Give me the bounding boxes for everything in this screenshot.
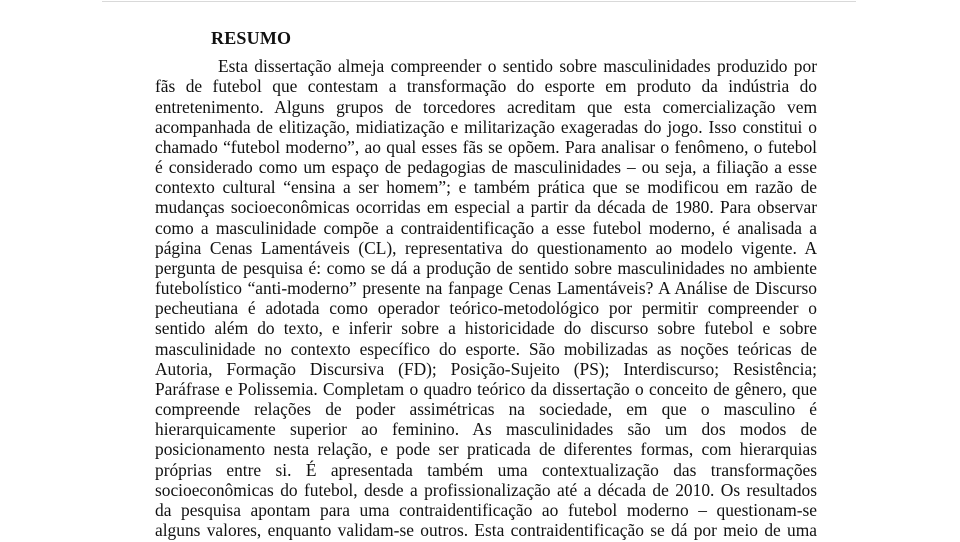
paragraph-line: pergunta de pesquisa é: como se dá a produção de sentido sobre masculinidades no ambiente [155, 257, 817, 278]
paragraph-line: chamado “futebol moderno”, ao qual esses fãs se opõem. Para analisar o fenômeno, o futebol [155, 136, 817, 157]
paragraph-line: hierarquicamente superior ao feminino. As masculinidades são um dos modos de [155, 419, 817, 440]
paragraph-line: pecheutiana é adotada como operador teórico-metodológico por permitir compreender o [155, 298, 817, 319]
paragraph-line: entretenimento. Alguns grupos de torcedores acreditam que esta comercialização vem [155, 96, 817, 117]
paragraph-line: Esta dissertação almeja compreender o sentido sobre masculinidades produzido por [218, 56, 817, 77]
paragraph-line: sentido além do texto, e inferir sobre a historicidade do discurso sobre futebol e sobre [155, 318, 817, 339]
paragraph-line: como a masculinidade compõe a contraidentificação a esse futebol moderno, é analisada a [155, 217, 817, 238]
paragraph-line: acompanhada de elitização, midiatização e militarização exageradas do jogo. Isso constitui o [155, 116, 817, 137]
paragraph-line: contexto cultural “ensina a ser homem”; e também prática que se modificou em razão de [155, 177, 817, 198]
paragraph-line: socioeconômicas do futebol, desde a profissionalização até a década de 2010. Os resultados [155, 479, 817, 500]
paragraph-line: alguns valores, enquanto validam-se outros. Esta contraidentificação se dá por meio de uma [155, 520, 817, 540]
paragraph-line: é considerado como um espaço de pedagogias de masculinidades – ou seja, a filiação a esse [155, 157, 817, 177]
paragraph-line: Paráfrase e Polissemia. Completam o quadro teórico da dissertação o conceito de gênero, que [155, 378, 817, 399]
paragraph-line: da pesquisa apontam para uma contraidentificação ao futebol moderno – questionam-se [155, 499, 817, 520]
paragraph-line: masculinidade no contexto específico do esporte. São mobilizadas as noções teóricas de [155, 338, 817, 359]
paragraph-line: posicionamento nesta relação, e pode ser praticada de diferentes formas, com hierarquias [155, 439, 817, 460]
paragraph-line: Autoria, Formação Discursiva (FD); Posição-Sujeito (PS); Interdiscurso; Resistência; [155, 358, 817, 379]
paragraph-line: compreende relações de poder assimétricas na sociedade, em que o masculino é [155, 399, 817, 419]
paragraph-line: página Cenas Lamentáveis (CL), representativa do questionamento ao modelo vigente. A [155, 237, 817, 258]
paragraph-line: mudanças socioeconômicas ocorridas em especial a partir da década de 1980. Para observar [155, 197, 817, 218]
paragraph-line: futebolístico “anti-moderno” presente na fanpage Cenas Lamentáveis? A Análise de Discurso [155, 278, 817, 298]
paragraph-line: próprias entre si. É apresentada também uma contextualização das transformações [155, 459, 817, 480]
resumo-heading: RESUMO [211, 28, 292, 48]
paragraph-line: fãs de futebol que contestam a transformação do esporte em produto da indústria do [155, 76, 817, 97]
page-top-rule [102, 1, 856, 2]
